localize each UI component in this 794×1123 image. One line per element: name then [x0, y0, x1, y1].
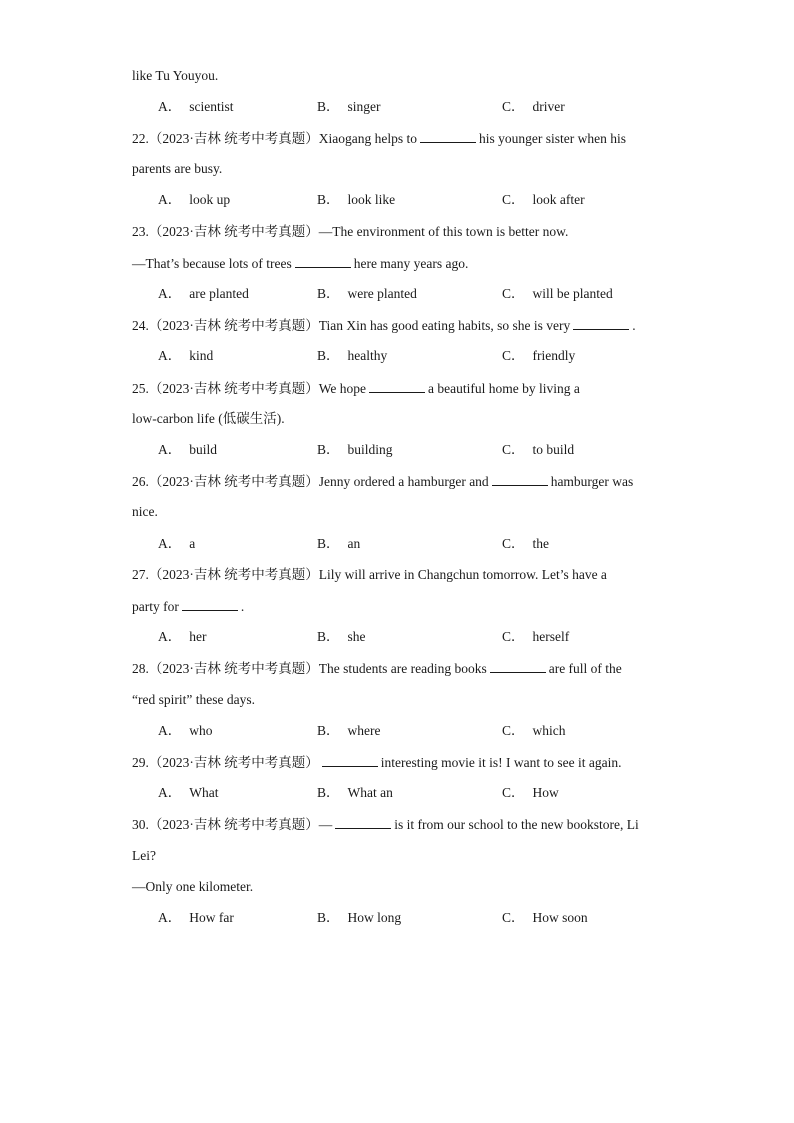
option-letter: B．	[317, 442, 340, 457]
stem-text: 29.（2023·吉林 统考中考真题）	[132, 755, 319, 770]
q27-option-c	[502, 629, 569, 645]
answer-blank	[490, 660, 546, 673]
stem-text: —The environment of this town is better now.	[318, 224, 569, 239]
q23-stem-line2	[132, 255, 468, 272]
q28-stem	[132, 660, 622, 677]
stem-text: 26.（2023·吉林 统考中考真题）	[132, 474, 319, 489]
option-text: were planted	[347, 286, 417, 301]
option-text: who	[189, 723, 213, 738]
option-text: she	[347, 629, 366, 644]
option-text: herself	[532, 629, 570, 644]
stem-text: .	[240, 599, 245, 614]
option-text: How long	[347, 910, 402, 925]
stem-text: interesting movie it is! I want to see it again.	[380, 755, 622, 770]
stem-text: party for	[132, 599, 179, 614]
q25-stem-line2	[132, 411, 285, 427]
stem-text: “red spirit” these days.	[132, 692, 255, 707]
option-letter: B．	[317, 192, 340, 207]
stem-text: 23.（2023·吉林 统考中考真题）	[132, 224, 319, 239]
stem-text: 24.（2023·吉林 统考中考真题）	[132, 318, 319, 333]
q21-option-c	[502, 99, 565, 115]
stem-text: 30.（2023·吉林 统考中考真题）	[132, 817, 319, 832]
option-letter: B．	[317, 910, 340, 925]
option-letter: C．	[502, 442, 525, 457]
q24-option-b	[317, 348, 387, 364]
answer-blank	[335, 816, 391, 829]
option-letter: A．	[158, 910, 182, 925]
answer-blank	[182, 598, 238, 611]
stem-text: —	[318, 817, 333, 832]
option-text: building	[347, 442, 393, 457]
option-text: the	[532, 536, 550, 551]
q23-stem	[132, 224, 568, 240]
q30-option-a	[158, 910, 234, 926]
stem-text: nice.	[132, 504, 158, 519]
stem-text: is it from our school to the new bookstore, Li	[394, 817, 639, 832]
option-text: which	[532, 723, 566, 738]
option-text: How	[532, 785, 559, 800]
option-letter: B．	[317, 348, 340, 363]
option-text: scientist	[189, 99, 234, 114]
option-letter: B．	[317, 785, 340, 800]
q25-option-c	[502, 442, 574, 458]
option-letter: A．	[158, 99, 182, 114]
q25-option-b	[317, 442, 393, 458]
q29-stem	[132, 754, 621, 771]
option-text: build	[189, 442, 218, 457]
stem-text: Jenny ordered a hamburger and	[318, 474, 489, 489]
q27-option-b	[317, 629, 366, 645]
option-letter: C．	[502, 723, 525, 738]
q22-option-a	[158, 192, 230, 208]
q22-stem-line2	[132, 161, 222, 177]
option-text: How far	[189, 910, 234, 925]
answer-blank	[573, 317, 629, 330]
option-letter: C．	[502, 192, 525, 207]
option-text: singer	[347, 99, 381, 114]
option-text: What	[189, 785, 219, 800]
q27-option-a	[158, 629, 207, 645]
q29-option-b	[317, 785, 393, 801]
q23-option-a	[158, 286, 249, 302]
q21-stem-tail	[132, 68, 218, 84]
option-letter: B．	[317, 629, 340, 644]
q26-option-a	[158, 536, 195, 552]
answer-blank	[420, 130, 476, 143]
option-letter: A．	[158, 629, 182, 644]
option-letter: A．	[158, 723, 182, 738]
stem-text: here many years ago.	[353, 256, 469, 271]
q21-option-b	[317, 99, 381, 115]
q26-stem	[132, 473, 633, 490]
q29-option-c	[502, 785, 559, 801]
option-letter: A．	[158, 192, 182, 207]
option-text: healthy	[347, 348, 388, 363]
q22-option-b	[317, 192, 395, 208]
answer-blank	[369, 380, 425, 393]
option-letter: C．	[502, 348, 525, 363]
q23-option-b	[317, 286, 417, 302]
option-text: look after	[532, 192, 585, 207]
q27-stem-line2	[132, 598, 244, 615]
answer-blank	[322, 754, 378, 767]
option-letter: A．	[158, 286, 182, 301]
q23-option-c	[502, 286, 613, 302]
stem-text: .	[632, 318, 636, 333]
q27-stem	[132, 567, 607, 583]
stem-text: are full of the	[548, 661, 622, 676]
option-letter: B．	[317, 99, 340, 114]
stem-text: Lily will arrive in Changchun tomorrow. Let’s have a	[318, 567, 607, 582]
stem-text: his younger sister when his	[478, 131, 626, 146]
option-text: a	[189, 536, 196, 551]
stem-text: —Only one kilometer.	[132, 879, 254, 894]
stem-text: Xiaogang helps to	[318, 131, 417, 146]
answer-blank	[295, 255, 351, 268]
q22-stem	[132, 130, 626, 147]
q26-option-c	[502, 536, 549, 552]
stem-text: 28.（2023·吉林 统考中考真题）	[132, 661, 319, 676]
option-text: What an	[347, 785, 393, 800]
q26-stem-line2	[132, 504, 158, 520]
q30-stem-line3	[132, 879, 253, 895]
option-text: are planted	[189, 286, 249, 301]
option-letter: A．	[158, 536, 182, 551]
option-letter: A．	[158, 785, 182, 800]
option-text: look like	[347, 192, 396, 207]
q30-option-c	[502, 910, 588, 926]
stem-text: hamburger was	[550, 474, 634, 489]
stem-text: 27.（2023·吉林 统考中考真题）	[132, 567, 319, 582]
option-text: an	[347, 536, 361, 551]
option-letter: A．	[158, 442, 182, 457]
stem-text: Tian Xin has good eating habits, so she is very	[318, 318, 571, 333]
q25-stem	[132, 380, 580, 397]
answer-blank	[492, 473, 548, 486]
option-text: kind	[189, 348, 214, 363]
q24-stem	[132, 317, 636, 334]
option-text: friendly	[532, 348, 576, 363]
option-text: look up	[189, 192, 231, 207]
option-letter: B．	[317, 536, 340, 551]
stem-text: a beautiful home by living a	[428, 381, 580, 396]
stem-text: —That’s because lots of trees	[132, 256, 292, 271]
option-letter: C．	[502, 629, 525, 644]
option-text: will be planted	[532, 286, 613, 301]
q28-option-c	[502, 723, 566, 739]
q28-option-a	[158, 723, 213, 739]
option-text: driver	[532, 99, 565, 114]
stem-text: 25.（2023·吉林 统考中考真题）	[132, 381, 319, 396]
stem-text: The students are reading books	[318, 661, 487, 676]
option-letter: C．	[502, 286, 525, 301]
stem-text: Lei?	[132, 848, 156, 863]
option-letter: C．	[502, 910, 525, 925]
stem-text: low-carbon life (低碳生活).	[132, 411, 285, 426]
option-text: to build	[532, 442, 575, 457]
option-letter: C．	[502, 99, 525, 114]
option-text: How soon	[532, 910, 588, 925]
q25-option-a	[158, 442, 217, 458]
option-text: her	[189, 629, 207, 644]
option-text: where	[347, 723, 381, 738]
option-letter: B．	[317, 286, 340, 301]
q22-option-c	[502, 192, 585, 208]
q28-option-b	[317, 723, 381, 739]
q21-option-a	[158, 99, 234, 115]
q24-option-c	[502, 348, 575, 364]
q30-stem-line2	[132, 848, 156, 864]
option-letter: C．	[502, 536, 525, 551]
q30-option-b	[317, 910, 401, 926]
option-letter: C．	[502, 785, 525, 800]
q29-option-a	[158, 785, 219, 801]
q28-stem-line2	[132, 692, 255, 708]
option-letter: B．	[317, 723, 340, 738]
stem-text: We hope	[318, 381, 367, 396]
q24-option-a	[158, 348, 213, 364]
option-letter: A．	[158, 348, 182, 363]
q30-stem	[132, 816, 639, 833]
stem-text: like Tu Youyou.	[132, 68, 219, 83]
q26-option-b	[317, 536, 360, 552]
stem-text: parents are busy.	[132, 161, 223, 176]
stem-text: 22.（2023·吉林 统考中考真题）	[132, 131, 319, 146]
